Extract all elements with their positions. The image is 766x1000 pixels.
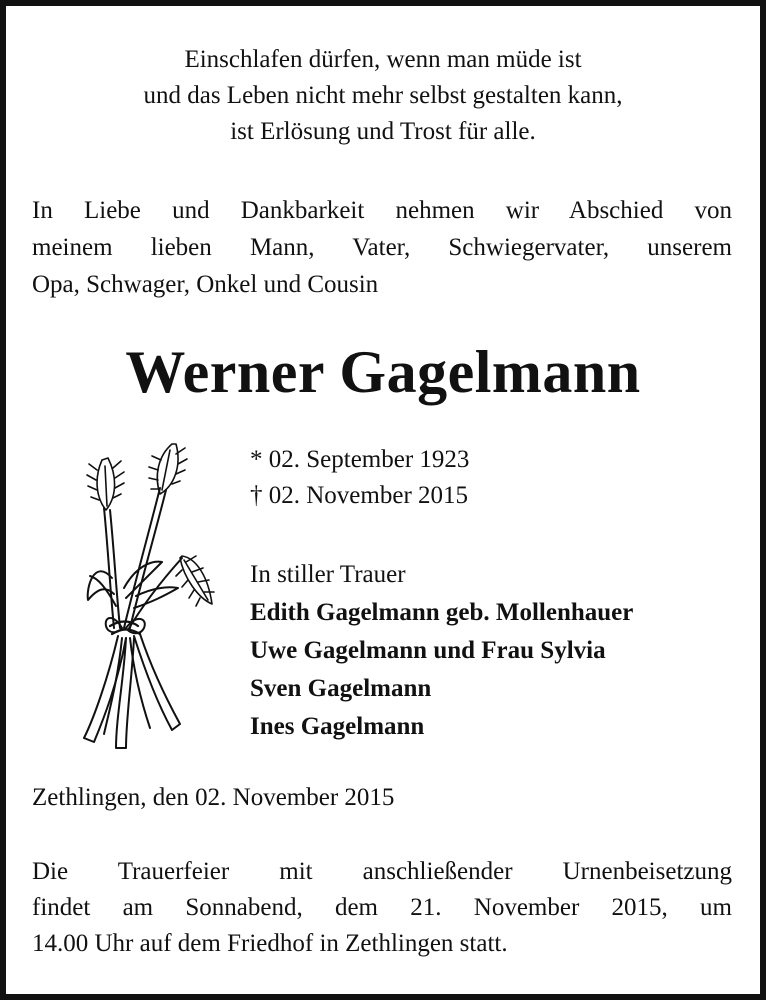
funeral-line: findet am Sonnabend, dem 21. November 2015, um bbox=[32, 894, 732, 921]
wheat-sheaf-icon bbox=[64, 438, 234, 754]
mourner-name: Sven Gagelmann bbox=[250, 675, 432, 702]
motto-line: ist Erlösung und Trost für alle. bbox=[230, 118, 536, 145]
mourners-block bbox=[250, 556, 633, 746]
mourner-name: Ines Gagelmann bbox=[250, 713, 425, 740]
birth-date: * 02. September 1923 bbox=[250, 446, 470, 473]
mourner-name: Uwe Gagelmann und Frau Sylvia bbox=[250, 637, 606, 664]
funeral-line: Die Trauerfeier mit anschließender Urnenbeisetzung bbox=[32, 858, 732, 885]
deceased-name: Werner Gagelmann bbox=[125, 339, 641, 405]
intro-line: Opa, Schwager, Onkel und Cousin bbox=[32, 271, 379, 298]
intro-paragraph bbox=[32, 192, 732, 303]
funeral-line: 14.00 Uhr auf dem Friedhof in Zethlingen statt. bbox=[32, 930, 508, 957]
motto-verse bbox=[6, 42, 760, 150]
mourner-name: Edith Gagelmann geb. Mollenhauer bbox=[250, 599, 634, 626]
intro-line: meinem lieben Mann, Vater, Schwiegervater, unserem bbox=[32, 234, 732, 261]
intro-line: In Liebe und Dankbarkeit nehmen wir Abschied von bbox=[32, 197, 732, 224]
place-and-date: Zethlingen, den 02. November 2015 bbox=[32, 784, 395, 811]
funeral-notice bbox=[32, 854, 732, 962]
life-dates bbox=[250, 442, 469, 514]
mourners-heading: In stiller Trauer bbox=[250, 561, 406, 588]
motto-line: Einschlafen dürfen, wenn man müde ist bbox=[184, 46, 582, 73]
death-date: † 02. November 2015 bbox=[250, 482, 469, 509]
motto-line: und das Leben nicht mehr selbst gestalten kann, bbox=[143, 82, 623, 109]
